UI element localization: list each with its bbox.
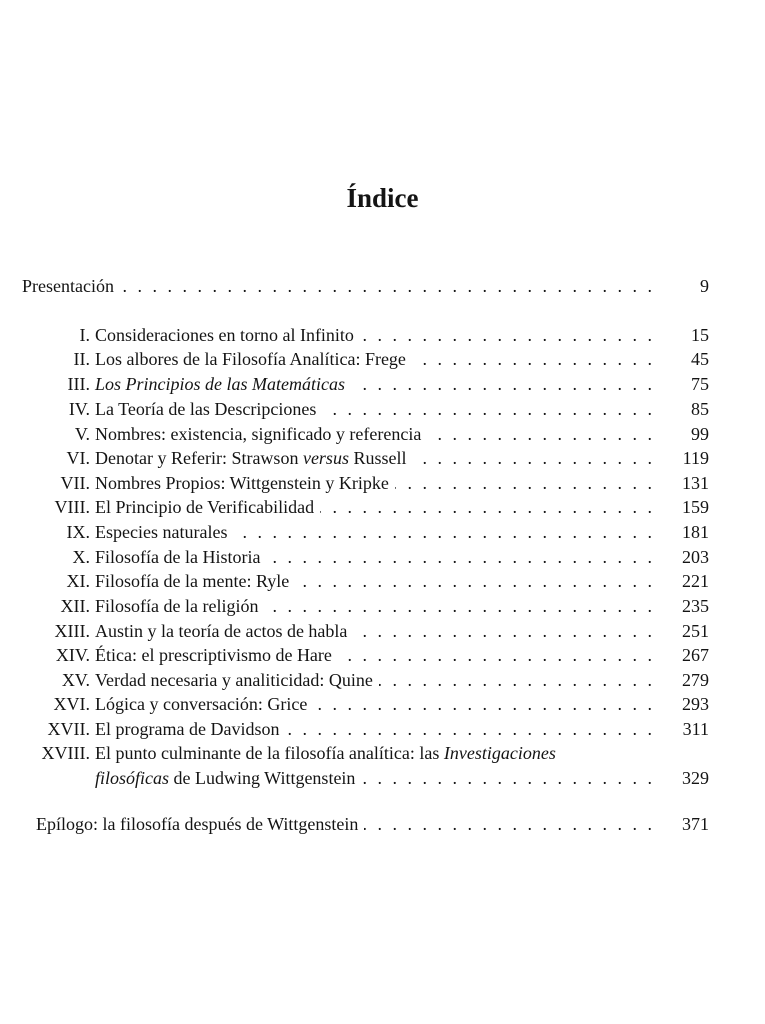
chapter-number: VI. [66,448,90,468]
chapter-page: 221 [682,571,709,591]
chapter-title: Verdad necesaria y analiticidad: Quine [95,670,373,690]
dot-leader [361,766,655,790]
toc-entry-chapter [20,569,709,593]
chapter-page: 203 [682,547,709,567]
chapter-title: Los Principios de las Matemáticas [95,374,345,394]
toc-entry-chapter [20,372,709,396]
chapter-number: III. [67,374,90,394]
chapter-page: 279 [682,670,709,690]
chapter-number: XV. [61,670,90,690]
chapter-number: V. [74,424,90,444]
chapter-title [95,766,355,790]
chapter-title: Filosofía de la Historia [95,547,261,567]
chapter-number: VII. [60,473,90,493]
chapter-title: Austin y la teoría de actos de habla [95,621,348,641]
chapter-title: Nombres Propios: Wittgenstein y Kripke [95,473,389,493]
entry-title: Presentación [22,276,114,296]
toc-entry-chapter-second-line [95,766,709,790]
dot-leader [351,372,655,396]
dot-leader [395,471,655,495]
chapter-title-part: de Ludwing Wittgenstein [173,768,356,788]
chapter-page: 311 [682,719,709,739]
chapter-number: I. [79,325,90,345]
dot-leader [353,619,655,643]
chapter-page: 251 [682,621,709,641]
chapter-title-part: Denotar y Referir: Strawson [95,448,299,468]
chapter-title: Los albores de la Filosofía Analítica: Frege [95,349,406,369]
chapter-number: XVII. [47,719,90,739]
chapter-title [95,446,406,470]
dot-leader [233,520,655,544]
chapter-title: Nombres: existencia, significado y referencia [95,424,422,444]
toc-entry-chapter [20,619,709,643]
chapter-title [95,741,556,765]
page-title: Índice [346,183,419,213]
chapter-title-italic: Investigaciones [443,743,556,763]
dot-leader [266,545,655,569]
chapter-number: XI. [66,571,90,591]
dot-leader [285,717,655,741]
chapter-title: La Teoría de las Descripciones [95,399,317,419]
chapter-number: XVI. [53,694,90,714]
chapter-number: II. [73,349,90,369]
toc-entry-chapter [20,471,709,495]
chapter-number: IV. [68,399,90,419]
chapter-title: Especies naturales [95,522,228,542]
chapter-page: 159 [682,497,709,517]
chapter-number: IX. [66,522,90,542]
toc-entry-chapter [20,520,709,544]
chapter-number: XIV. [55,645,90,665]
toc-entry-epilogo [36,812,709,836]
chapter-title-part: El punto culminante de la filosofía analítica: las [95,743,440,763]
dot-leader [313,692,655,716]
toc-entry-chapter [20,545,709,569]
toc-entry-chapter [20,422,709,446]
dot-leader [295,569,655,593]
chapter-page: 85 [691,399,709,419]
toc-entry-chapter [20,495,709,519]
toc-entry-chapter [20,397,709,421]
dot-leader [412,347,655,371]
chapter-title-part: Russell [353,448,407,468]
chapter-title: El Principio de Verificabilidad [95,497,315,517]
toc-entry-chapter [20,446,709,470]
dot-leader [264,594,655,618]
toc-entry-chapter [20,668,709,692]
dot-leader [412,446,655,470]
dot-leader [364,812,655,836]
entry-page: 9 [700,276,709,296]
dot-leader [320,495,655,519]
chapter-title: Lógica y conversación: Grice [95,694,308,714]
chapter-number: XIII. [54,621,90,641]
toc-entry-chapter [20,347,709,371]
chapter-page: 99 [691,424,709,444]
chapter-number: VIII. [54,497,90,517]
dot-leader [360,323,655,347]
chapter-page: 181 [682,522,709,542]
chapter-page: 15 [691,325,709,345]
entry-page: 371 [682,814,709,834]
chapter-title: El programa de Davidson [95,719,280,739]
chapter-page: 235 [682,596,709,616]
toc-entry-chapter [20,717,709,741]
chapter-page: 293 [682,694,709,714]
toc-entry-chapter [20,594,709,618]
chapter-title: Filosofía de la mente: Ryle [95,571,290,591]
toc-entry-chapter [20,692,709,716]
dot-leader [427,422,655,446]
chapter-title: Consideraciones en torno al Infinito [95,325,354,345]
toc-entry-presentacion [22,274,709,298]
toc-entry-chapter-first-line [20,741,709,765]
chapter-page: 119 [682,448,709,468]
chapter-page: 75 [691,374,709,394]
chapter-number: XII. [60,596,90,616]
toc-entry-chapter [20,643,709,667]
entry-title: Epílogo: la filosofía después de Wittgenstein [36,814,359,834]
chapter-title: Filosofía de la religión [95,596,259,616]
dot-leader [322,397,655,421]
dot-leader [120,274,655,298]
chapter-number: XVIII. [41,743,90,763]
chapter-title-italic: filosóficas [95,768,170,788]
dot-leader [338,643,655,667]
dot-leader [379,668,655,692]
chapter-page: 131 [682,473,709,493]
toc-entry-chapter [20,323,709,347]
chapter-page: 45 [691,349,709,369]
chapter-title-italic: versus [302,448,349,468]
chapter-page: 267 [682,645,709,665]
chapter-title: Ética: el prescriptivismo de Hare [95,645,332,665]
chapter-number: X. [72,547,90,567]
chapter-page: 329 [682,768,709,788]
